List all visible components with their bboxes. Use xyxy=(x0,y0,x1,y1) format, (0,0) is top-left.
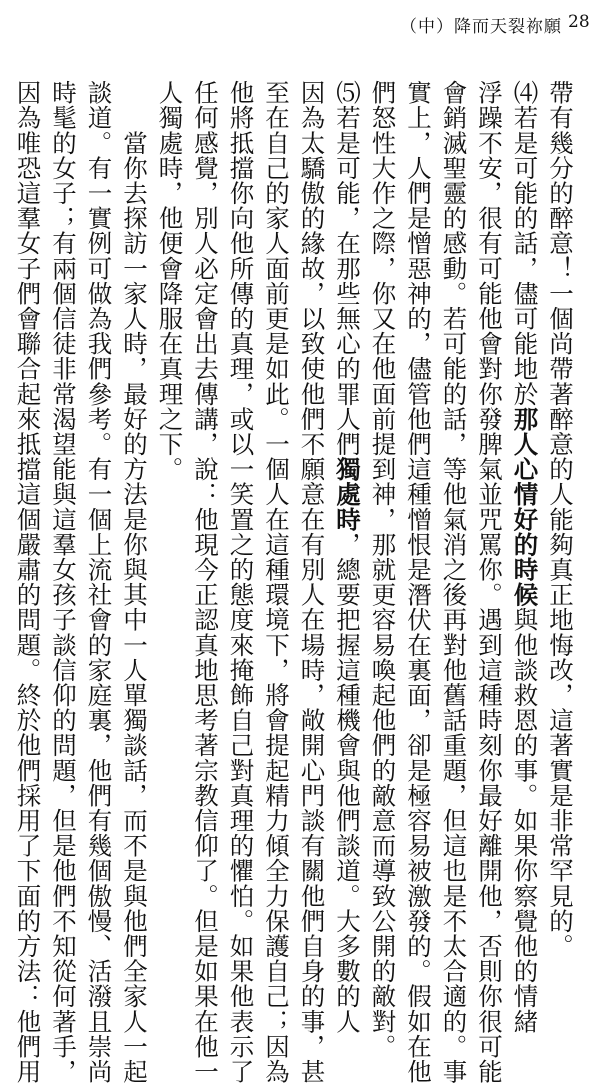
text-column xyxy=(46,80,82,1084)
bold-emphasis: 那人心情好的時候 xyxy=(510,406,540,608)
text-run: 實上，人們是憎惡神的，儘管他們這種憎恨是潛伏在裏面，卻是極容易被激發的。假如在他 xyxy=(404,80,433,1084)
text-column xyxy=(188,80,224,1084)
text-run: 任何感覺，別人必定會出去傳講，說：他現今正認真地思考著宗教信仰了。但是如果在他一 xyxy=(191,80,220,1084)
text-column xyxy=(472,80,508,1084)
text-column xyxy=(330,80,366,1034)
text-run: 與他談救恩的事。如果你察覺他的情緒 xyxy=(510,607,540,1034)
text-column xyxy=(223,80,259,1084)
text-run: 談道。有一實例可做為我們參考。有一個上流社會的家庭裏，他們有幾個傲慢、活潑且崇尚 xyxy=(84,80,114,1084)
body-text xyxy=(10,80,578,1084)
text-column xyxy=(365,80,401,1059)
text-run: 會銷滅聖靈的感動。若可能的話，等他氣消之後再對他舊話重題，但這也是不太合適的。事 xyxy=(439,80,469,1084)
text-column xyxy=(294,80,330,1084)
text-column xyxy=(401,80,437,1084)
text-run: ，總要把握這種機會與他們談道。大多數的人 xyxy=(333,531,362,1034)
text-column xyxy=(10,80,46,1084)
text-run: 他將抵擋你向他所傳的真理，或以一笑置之的態度來掩飾自己對真理的懼怕。如果他表示了 xyxy=(226,80,256,1084)
text-run: 人獨處時，他便會降服在真理之下。 xyxy=(155,80,185,482)
text-run: 至在自己的家人面前更是如此。一個人在這種環境下，將會提起精力傾全力保護自己；因為 xyxy=(262,80,291,1084)
text-run: 們怒性大作之際，你又在他面前提到神，那就更容易喚起他們的敵意而導致公開的敵對。 xyxy=(368,80,398,1059)
bold-emphasis: 獨處時 xyxy=(333,456,362,532)
running-title: （中）降而天裂祢願 xyxy=(400,17,562,37)
page-number: 28 xyxy=(568,12,590,32)
text-column xyxy=(507,80,543,1034)
text-column xyxy=(543,80,579,959)
text-column xyxy=(81,80,117,1084)
text-run: 當你去探訪一家人時，最好的方法是你與其中一人單獨談話，而不是與他們全家人一起 xyxy=(120,80,149,1084)
text-column xyxy=(117,80,153,1084)
text-run: 因為唯恐這羣女子們會聯合起來抵擋這個嚴肅的問題。終於他們採用了下面的方法：他們用 xyxy=(13,80,43,1084)
text-run: 因為太驕傲的緣故，以致使他們不願意在有別人在場時，敞開心門談有關他們自身的事，甚 xyxy=(297,80,327,1084)
text-column xyxy=(152,80,188,940)
text-column xyxy=(436,80,472,1084)
text-run: ⑷若是可能的話，儘可能地於 xyxy=(510,80,540,407)
text-run: 帶有幾分的醉意！一個尚帶著醉意的人能夠真正地悔改，這著實是非常罕見的。 xyxy=(546,80,575,959)
text-column xyxy=(259,80,295,1084)
text-run: 時髦的女子；有兩個信徒非常渴望能與這羣女孩子談信仰的問題，但是他們不知從何著手， xyxy=(49,80,78,1084)
text-run: ⑸若是可能，在那些無心的罪人們 xyxy=(333,80,362,457)
page-header xyxy=(0,12,600,37)
text-run: 浮躁不安，很有可能他會對你發脾氣並咒罵你。遇到這種時刻你最好離開他，否則你很可能 xyxy=(475,80,504,1084)
